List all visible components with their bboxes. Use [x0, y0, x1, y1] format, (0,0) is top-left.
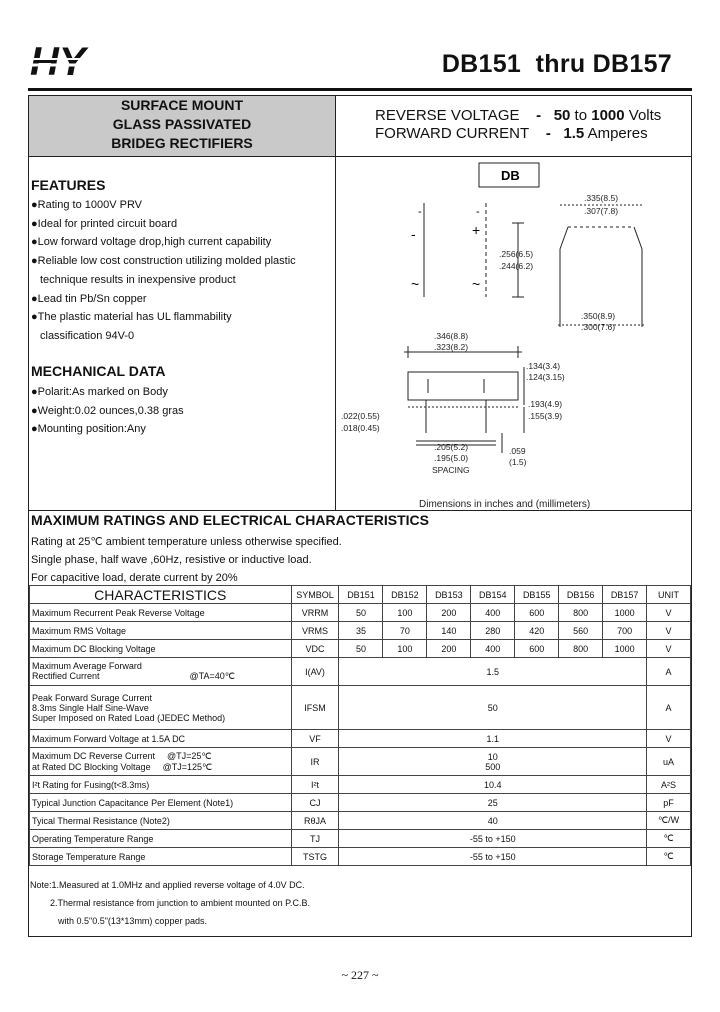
- dim-length-bot: .323(8.2): [434, 342, 469, 352]
- page-number: ~ 227 ~: [341, 968, 379, 982]
- feature-item: ●Reliable low cost construction utilizing molded plastic: [31, 255, 296, 268]
- row-unit: V: [647, 730, 691, 748]
- ir-cond1: @TJ=25℃: [167, 750, 212, 761]
- dim-spacing-bot: .195(5.0): [434, 453, 469, 463]
- feature-item: ●Ideal for printed circuit board: [31, 217, 178, 230]
- rv-min: 50: [553, 107, 571, 124]
- cell: 25: [339, 794, 647, 812]
- col-part: DB153: [427, 586, 471, 604]
- rv-label: REVERSE VOLTAGE: [375, 107, 520, 124]
- feature-item: ●Rating to 1000V PRV: [31, 199, 143, 211]
- dim-lead-bot: .300(7.6): [581, 322, 616, 332]
- pin-ac-label: ~: [472, 276, 481, 292]
- ratings-table: [29, 585, 691, 866]
- row-label: [30, 686, 292, 730]
- row-unit: ℃: [647, 848, 691, 866]
- cell: 420: [515, 622, 559, 640]
- cell: 35: [339, 622, 383, 640]
- row-label: [30, 658, 292, 686]
- feature-item: ●Low forward voltage drop,high current capability: [31, 236, 272, 249]
- row-symbol: VRMS: [291, 622, 339, 640]
- row-label: Maximum RMS Voltage: [30, 622, 292, 640]
- cell: 800: [559, 640, 603, 658]
- row-symbol: VRRM: [291, 604, 339, 622]
- header-rule: [28, 88, 692, 91]
- package-name: DB: [501, 168, 520, 183]
- note-2-cont: with 0.5"0.5"(13*13mm) copper pads.: [58, 916, 207, 926]
- feature-item-cont: technique results in inexpensive product: [40, 273, 236, 286]
- mechanical-item: ●Weight:0.02 ounces,0.38 gras: [31, 404, 184, 417]
- cell: 700: [603, 622, 647, 640]
- cell: 600: [515, 640, 559, 658]
- ratings-line2: Single phase, half wave ,60Hz, resistive or inductive load.: [31, 554, 312, 566]
- row-symbol: IFSM: [291, 686, 339, 730]
- row-symbol: VDC: [291, 640, 339, 658]
- row-unit: A²S: [647, 776, 691, 794]
- cell: 70: [383, 622, 427, 640]
- rv-to: to: [574, 107, 588, 124]
- table-row: [30, 748, 691, 776]
- mechanical-item: ●Mounting position:Any: [31, 423, 146, 436]
- pin-ac-label: ~: [411, 276, 420, 292]
- ir-line1-wrap: [32, 751, 289, 762]
- dim-body-top: .193(4.9): [528, 399, 563, 409]
- ir-value1: 10: [487, 751, 498, 762]
- table-row: [30, 622, 691, 640]
- col-unit: UNIT: [647, 586, 691, 604]
- row-unit: A: [647, 658, 691, 686]
- spacing-label: SPACING: [432, 465, 470, 475]
- row-symbol: I²t: [291, 776, 339, 794]
- cell: -55 to +150: [339, 848, 647, 866]
- row-symbol: RθJA: [291, 812, 339, 830]
- dim-pin-top: .022(0.55): [341, 411, 380, 421]
- features-list: [31, 196, 296, 346]
- cell: 50: [339, 686, 647, 730]
- row-symbol: CJ: [291, 794, 339, 812]
- cell: 400: [471, 604, 515, 622]
- dim-width-top: .335(8.5): [584, 193, 619, 203]
- cell: 1000: [603, 640, 647, 658]
- row-unit: pF: [647, 794, 691, 812]
- rv-max: 1000: [591, 107, 625, 124]
- row-label: Maximum Forward Voltage at 1.5A DC: [30, 730, 292, 748]
- surge-line2: 8.3ms Single Half Sine-Wave: [32, 702, 149, 713]
- row-symbol: TSTG: [291, 848, 339, 866]
- row-label: [30, 748, 292, 776]
- logo-text: HY: [30, 42, 86, 82]
- row-unit: V: [647, 640, 691, 658]
- cell: 280: [471, 622, 515, 640]
- col-symbol: SYMBOL: [291, 586, 339, 604]
- avg-line2-wrap: [32, 671, 289, 682]
- col-characteristics: CHARACTERISTICS: [30, 586, 292, 604]
- dim-width-bot: .307(7.8): [584, 206, 619, 216]
- ratings-heading: MAXIMUM RATINGS AND ELECTRICAL CHARACTERISTICS: [31, 512, 429, 528]
- cell: -55 to +150: [339, 830, 647, 848]
- cell: 1000: [603, 604, 647, 622]
- ir-line1: Maximum DC Reverse Current: [32, 750, 156, 761]
- dim-body-bot: .155(3.9): [528, 411, 563, 421]
- note-2: 2.Thermal resistance from junction to ambient mounted on P.C.B.: [50, 898, 310, 908]
- ir-line2-wrap: [32, 762, 289, 773]
- row-unit: V: [647, 604, 691, 622]
- col-part: DB152: [383, 586, 427, 604]
- row-symbol: IR: [291, 748, 339, 776]
- cell: 560: [559, 622, 603, 640]
- dim-059: .059: [509, 446, 526, 456]
- cell: 40: [339, 812, 647, 830]
- row-unit: uA: [647, 748, 691, 776]
- divider: [29, 510, 691, 511]
- table-header-row: [30, 586, 691, 604]
- row-symbol: I(AV): [291, 658, 339, 686]
- dim-15: (1.5): [509, 457, 527, 467]
- dim-height-bot: .244(6.2): [499, 261, 534, 271]
- note-1: Note:1.Measured at 1.0MHz and applied reverse voltage of 4.0V DC.: [30, 880, 305, 890]
- avg-line2: Rectified Current: [32, 671, 100, 681]
- table-row: [30, 658, 691, 686]
- avg-line1: Maximum Average Forward: [32, 661, 142, 671]
- surge-line3: Super Imposed on Rated Load (JEDEC Method): [32, 712, 226, 723]
- rv-unit: Volts: [628, 107, 662, 124]
- col-part: DB155: [515, 586, 559, 604]
- row-symbol: VF: [291, 730, 339, 748]
- fc-dash: -: [545, 125, 551, 142]
- row-unit: V: [647, 622, 691, 640]
- product-type-line2: GLASS PASSIVATED: [112, 116, 252, 132]
- dimensions-caption: Dimensions in inches and (millimeters): [419, 499, 591, 510]
- divider: [335, 96, 336, 156]
- row-label: Maximum Recurrent Peak Reverse Voltage: [30, 604, 292, 622]
- ir-value2: 500: [485, 761, 501, 772]
- cell: 400: [471, 640, 515, 658]
- table-row: [30, 686, 691, 730]
- col-part: DB151: [339, 586, 383, 604]
- cell: 100: [383, 604, 427, 622]
- product-type-line1: SURFACE MOUNT: [120, 97, 244, 113]
- feature-item-cont: classification 94V-0: [40, 329, 135, 342]
- table-row: [30, 848, 691, 866]
- ratings-line1: Rating at 25℃ ambient temperature unless otherwise specified.: [31, 536, 342, 548]
- row-label: Typical Junction Capacitance Per Element (Note1): [30, 794, 292, 812]
- cell: 1.5: [339, 658, 647, 686]
- dim-thickness-bot: .124(3.15): [526, 372, 565, 382]
- dim-spacing-top: .205(5.2): [434, 442, 469, 452]
- table-row: [30, 812, 691, 830]
- reverse-voltage-line: [375, 107, 661, 124]
- col-part: DB156: [559, 586, 603, 604]
- cell: 50: [339, 640, 383, 658]
- ratings-line3: For capacitive load, derate current by 20%: [31, 572, 238, 584]
- col-part: DB154: [471, 586, 515, 604]
- fc-unit: Amperes: [587, 125, 648, 142]
- mechanical-list: [31, 383, 184, 439]
- cell: 10.4: [339, 776, 647, 794]
- product-type-line3: BRIDEG RECTIFIERS: [111, 135, 253, 151]
- row-unit: ℃: [647, 830, 691, 848]
- table-row: [30, 640, 691, 658]
- feature-item: ●The plastic material has UL flammability: [31, 311, 232, 324]
- mechanical-item: ●Polarit:As marked on Body: [31, 386, 168, 398]
- cell: 50: [339, 604, 383, 622]
- row-label: Tyical Thermal Resistance (Note2): [30, 812, 292, 830]
- pin-minus-top: -: [476, 206, 480, 218]
- row-label: Maximum DC Blocking Voltage: [30, 640, 292, 658]
- dim-length-top: .346(8.8): [434, 331, 469, 341]
- cell: 600: [515, 604, 559, 622]
- dim-lead-top: .350(8.9): [581, 311, 616, 321]
- row-unit: ℃/W: [647, 812, 691, 830]
- cell: 1.1: [339, 730, 647, 748]
- cell: 200: [427, 640, 471, 658]
- features-heading: FEATURES: [31, 177, 106, 193]
- dim-thickness-top: .134(3.4): [526, 361, 561, 371]
- cell: 140: [427, 622, 471, 640]
- rv-dash: -: [536, 107, 542, 124]
- company-logo: [28, 42, 158, 82]
- page-title: DB151 thru DB157: [441, 50, 672, 78]
- cell: 800: [559, 604, 603, 622]
- ir-line2: at Rated DC Blocking Voltage: [32, 761, 151, 772]
- cell: [339, 748, 647, 776]
- col-part: DB157: [603, 586, 647, 604]
- pin-minus-top: -: [418, 206, 422, 218]
- mechanical-heading: MECHANICAL DATA: [31, 363, 166, 379]
- row-label: Storage Temperature Range: [30, 848, 292, 866]
- row-unit: A: [647, 686, 691, 730]
- package-diagram: [336, 157, 691, 510]
- row-label: I²t Rating for Fusing(t<8.3ms): [30, 776, 292, 794]
- cell: 200: [427, 604, 471, 622]
- surge-line1: Peak Forward Surage Current: [32, 692, 153, 703]
- table-row: [30, 776, 691, 794]
- forward-current-line: [375, 125, 648, 142]
- pin-plus-label: +: [472, 222, 481, 238]
- feature-item: ●Lead tin Pb/Sn copper: [31, 292, 147, 305]
- dim-height-top: .256(6.5): [499, 249, 534, 259]
- table-row: [30, 730, 691, 748]
- fc-value: 1.5: [563, 125, 585, 142]
- row-label: Operating Temperature Range: [30, 830, 292, 848]
- table-row: [30, 604, 691, 622]
- cell: 100: [383, 640, 427, 658]
- fc-label: FORWARD CURRENT: [375, 125, 530, 142]
- product-type-box: [29, 96, 335, 156]
- ir-cond2: @TJ=125℃: [162, 761, 213, 772]
- dim-pin-bot: .018(0.45): [341, 423, 380, 433]
- table-row: [30, 830, 691, 848]
- row-symbol: TJ: [291, 830, 339, 848]
- table-row: [30, 794, 691, 812]
- pin-minus-label: -: [411, 226, 416, 242]
- avg-cond: @TA=40℃: [189, 671, 235, 681]
